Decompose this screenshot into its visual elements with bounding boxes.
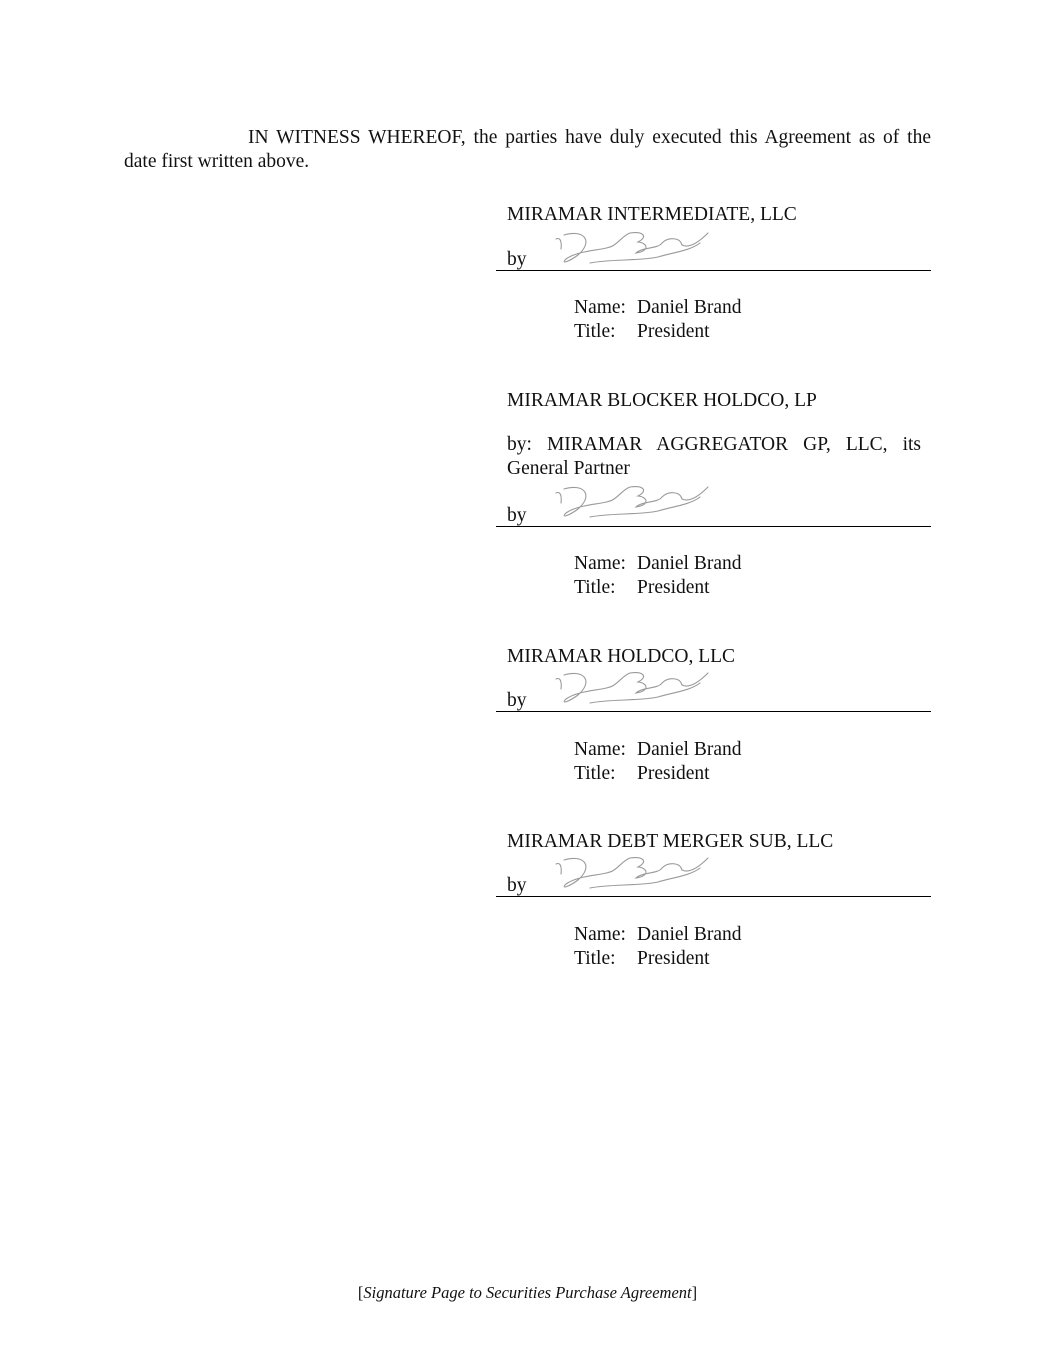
title-value: President [637, 577, 710, 598]
signatory-name [574, 552, 742, 576]
title-label: Title: [574, 321, 616, 342]
signatory-name [574, 923, 742, 947]
signature-block-debt-merger-sub [496, 830, 931, 980]
name-label: Name: [574, 924, 626, 945]
signatory-title [574, 576, 710, 600]
by-label: by [507, 249, 527, 270]
entity-name: MIRAMAR DEBT MERGER SUB, LLC [507, 831, 834, 852]
signatory-name [574, 738, 742, 762]
name-label: Name: [574, 553, 626, 574]
signature-line [496, 896, 931, 897]
signature-line [496, 270, 931, 271]
by-entity-line: by: MIRAMAR AGGREGATOR GP, LLC, its General Partner [507, 434, 921, 479]
signature-block-blocker-holdco [496, 389, 931, 609]
entity-name: MIRAMAR HOLDCO, LLC [507, 646, 736, 667]
signature-image [550, 669, 720, 709]
entity-name: MIRAMAR BLOCKER HOLDCO, LP [507, 390, 817, 411]
signatory-title [574, 762, 710, 786]
signature-block-holdco [496, 645, 931, 795]
name-value: Daniel Brand [637, 739, 742, 760]
entity-name: MIRAMAR INTERMEDIATE, LLC [507, 204, 797, 225]
witness-clause: IN WITNESS WHEREOF, the parties have duly executed this Agreement as of the date first written above. [124, 127, 931, 172]
title-label: Title: [574, 948, 616, 969]
by-label: by [507, 875, 527, 896]
name-value: Daniel Brand [637, 297, 742, 318]
handwritten-signature [550, 483, 720, 523]
signature-image [550, 483, 720, 523]
handwritten-signature [550, 229, 720, 269]
signature-image [550, 229, 720, 269]
title-label: Title: [574, 577, 616, 598]
by-label: by [507, 690, 527, 711]
signature-line [496, 526, 931, 527]
signatory-title [574, 320, 710, 344]
name-label: Name: [574, 739, 626, 760]
page-footer [0, 1282, 1055, 1304]
signatory-title [574, 947, 710, 971]
signature-block-intermediate [496, 203, 931, 353]
signatory-name [574, 296, 742, 320]
handwritten-signature [550, 669, 720, 709]
name-label: Name: [574, 297, 626, 318]
title-value: President [637, 948, 710, 969]
title-value: President [637, 763, 710, 784]
title-value: President [637, 321, 710, 342]
by-label: by [507, 505, 527, 526]
footer-close-bracket: ] [691, 1283, 698, 1302]
name-value: Daniel Brand [637, 553, 742, 574]
title-label: Title: [574, 763, 616, 784]
footer-open-bracket: [ [357, 1283, 364, 1302]
signature-image [550, 854, 720, 894]
handwritten-signature [550, 854, 720, 894]
signature-line [496, 711, 931, 712]
name-value: Daniel Brand [637, 924, 742, 945]
footer-caption: Signature Page to Securities Purchase Agreement [363, 1283, 692, 1302]
